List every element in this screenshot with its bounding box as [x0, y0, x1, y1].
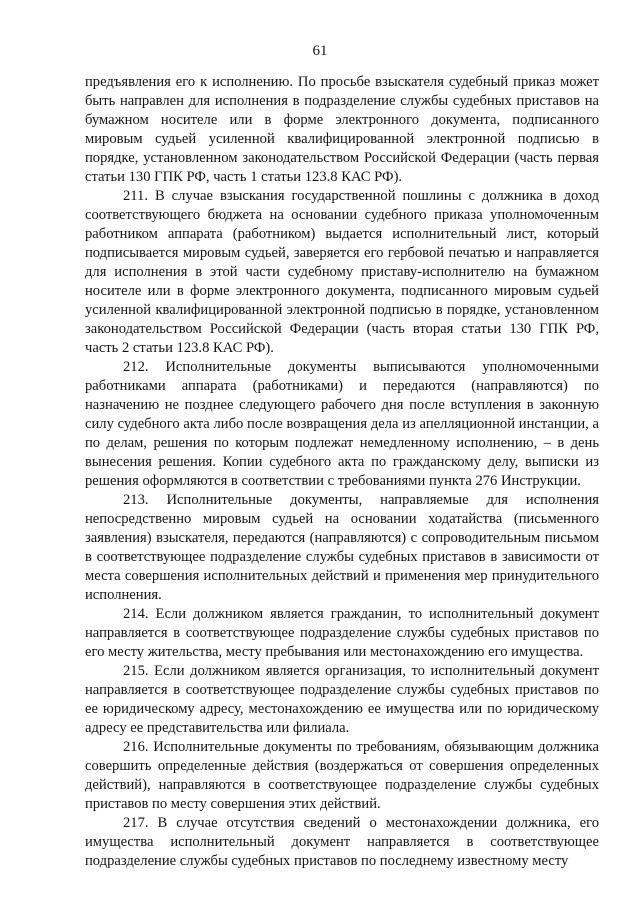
- paragraph-216: 216. Исполнительные документы по требованиям, обязывающим должника совершить определенные действия (воздержаться от совершения определенных действий), направляются в соответствующее подразделение службы судебных приставов по месту совершения этих действий.: [85, 739, 599, 812]
- paragraph-215: 215. Если должником является организация, то исполнительный документ направляется в соответствующее подразделение службы судебных приставов по ее юридическому адресу, местонахождению ее имущества или по юридическому адресу ее представительства или филиала.: [85, 663, 599, 736]
- paragraph-217: 217. В случае отсутствия сведений о местонахождении должника, его имущества исполнительный документ направляется в соответствующее подразделение службы судебных приставов по последнему известному месту: [85, 815, 599, 869]
- paragraph-212: 212. Исполнительные документы выписываются уполномоченными работниками аппарата (работниками) и передаются (направляются) по назначению не позднее следующего рабочего дня после вступления в законную силу судебного акта либо после возвращения дела из апелляционной инстанции, а по делам, решения по которым подлежат немедленному исполнению, – в день вынесения решения. Копии судебного акта по гражданскому делу, выписки из решения оформляются в соответствии с требованиями пункта 276 Инструкции.: [85, 359, 599, 489]
- page-number: 61: [312, 43, 328, 59]
- paragraph-continued: предъявления его к исполнению. По просьбе взыскателя судебный приказ может быть направлен для исполнения в подразделение службы судебных приставов на бумажном носителе или в форме электронного документа, подписанного мировым судьей усиленной квалифицированной электронной подписью в порядке, установленном законодательством Российской Федерации (часть первая статьи 130 ГПК РФ, часть 1 статьи 123.8 КАС РФ).: [85, 74, 599, 185]
- paragraph-214: 214. Если должником является гражданин, то исполнительный документ направляется в соответствующее подразделение службы судебных приставов по его месту жительства, месту пребывания или местонахождению его имущества.: [85, 606, 599, 660]
- page-body: [85, 73, 599, 871]
- paragraph-211: 211. В случае взыскания государственной пошлины с должника в доход соответствующего бюджета на основании судебного приказа уполномоченным работником аппарата (работником) выдается исполнительный лист, который подписывается мировым судьей, заверяется его гербовой печатью и направляется для исполнения в этой части судебному приставу-исполнителю на бумажном носителе или в форме электронного документа, подписанного мировым судьей усиленной квалифицированной электронной подписью в порядке, установленном законодательством Российской Федерации (часть вторая статьи 130 ГПК РФ, часть 2 статьи 123.8 КАС РФ).: [85, 188, 599, 356]
- paragraph-213: 213. Исполнительные документы, направляемые для исполнения непосредственно мировым судьей на основании ходатайства (письменного заявления) взыскателя, передаются (направляются) с сопроводительным письмом в соответствующее подразделение службы судебных приставов в зависимости от места совершения исполнительных действий и применения мер принудительного исполнения.: [85, 492, 599, 603]
